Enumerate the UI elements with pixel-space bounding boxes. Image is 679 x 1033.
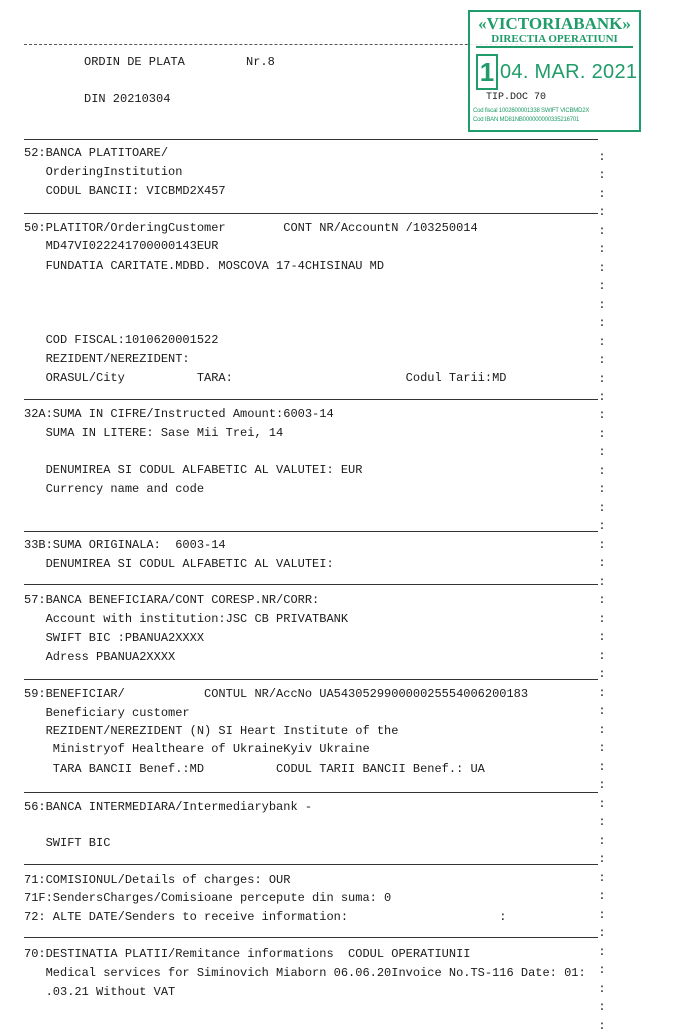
field-50-title: 50:PLATITOR/OrderingCustomer CONT NR/AccountN /103250014 bbox=[24, 221, 478, 235]
bank-stamp bbox=[468, 10, 641, 132]
field-33b-original-amount: 33B:SUMA ORIGINALA: 6003-14 bbox=[24, 538, 226, 552]
field-59-beneficiary-address: Ministryof Healtheare of UkraineKyiv Ukraine bbox=[24, 742, 370, 756]
field-33b-currency: DENUMIREA SI CODUL ALFABETIC AL VALUTEI: bbox=[24, 557, 334, 571]
field-52-label: OrderingInstitution bbox=[24, 165, 183, 179]
stamp-department: DIRECTIA OPERATIUNI bbox=[491, 33, 618, 45]
field-32a-amount-words: SUMA IN LITERE: Sase Mii Trei, 14 bbox=[24, 426, 284, 440]
stamp-bank-name: «VICTORIABANK» bbox=[478, 14, 631, 33]
order-number: Nr.8 bbox=[246, 55, 275, 69]
field-50-name-address: FUNDATIA CARITATE.MDBD. MOSCOVA 17-4CHISINAU MD bbox=[24, 259, 385, 273]
field-70-remittance: Medical services for Siminovich Miaborn 06.06.20Invoice No.TS-116 Date: 01: bbox=[24, 966, 586, 980]
field-70-remittance-cont: .03.21 Without VAT bbox=[24, 985, 176, 999]
section-rule bbox=[24, 399, 598, 400]
section-rule bbox=[24, 792, 598, 793]
section-rule bbox=[24, 584, 598, 585]
field-57-address: Adress PBANUA2XXXX bbox=[24, 650, 176, 664]
field-52-bank-code: CODUL BANCII: VICBMD2X457 bbox=[24, 184, 226, 198]
section-rule bbox=[24, 937, 598, 938]
field-59-label: Beneficiary customer bbox=[24, 706, 190, 720]
field-71f-sender-charges: 71F:SendersCharges/Comisioane percepute din suma: 0 bbox=[24, 891, 392, 905]
section-rule bbox=[24, 531, 598, 532]
field-32a-currency-label: Currency name and code bbox=[24, 482, 205, 496]
section-rule bbox=[24, 864, 598, 865]
field-71-charges: 71:COMISIONUL/Details of charges: OUR bbox=[24, 873, 291, 887]
field-32a-currency: DENUMIREA SI CODUL ALFABETIC AL VALUTEI: EUR bbox=[24, 463, 363, 477]
field-72-other-info: 72: ALTE DATE/Senders to receive information: : bbox=[24, 910, 507, 924]
stamp-number: 1 bbox=[476, 54, 498, 90]
order-date: DIN 20210304 bbox=[84, 92, 171, 106]
section-rule bbox=[24, 679, 598, 680]
section-rule bbox=[24, 139, 598, 140]
field-56-swift: SWIFT BIC bbox=[24, 836, 111, 850]
field-50-fiscal-code: COD FISCAL:1010620001522 bbox=[24, 333, 219, 347]
field-57-institution: Account with institution:JSC CB PRIVATBANK bbox=[24, 612, 349, 626]
stamp-tip-doc: TIP.DOC 70 bbox=[486, 92, 547, 103]
stamp-divider bbox=[476, 46, 633, 48]
field-50-account: MD47VI022241700000143EUR bbox=[24, 239, 219, 253]
field-50-resident: REZIDENT/NEREZIDENT: bbox=[24, 352, 190, 366]
stamp-fiscal-line: Cod fiscal 1002600001338 SWIFT VICBMD2X bbox=[473, 108, 590, 114]
order-title: ORDIN DE PLATA bbox=[84, 55, 185, 69]
field-59-beneficiary-name: REZIDENT/NEREZIDENT (N) SI Heart Institute of the bbox=[24, 724, 399, 738]
field-32a-amount: 32A:SUMA IN CIFRE/Instructed Amount:6003-14 bbox=[24, 407, 334, 421]
field-59-country-codes: TARA BANCII Benef.:MD CODUL TARII BANCII Benef.: UA bbox=[24, 762, 485, 776]
field-70-title: 70:DESTINATIA PLATII/Remitance informations CODUL OPERATIUNII bbox=[24, 947, 471, 961]
field-50-city-country: ORASUL/City TARA: Codul Tarii:MD bbox=[24, 371, 507, 385]
stamp-date: 04. MAR. 2021 bbox=[500, 61, 638, 83]
field-59-title: 59:BENEFICIAR/ CONTUL NR/AccNo UA543052990000025554006200183 bbox=[24, 687, 529, 701]
field-52-title: 52:BANCA PLATITOARE/ bbox=[24, 146, 169, 160]
field-57-swift: SWIFT BIC :PBANUA2XXXX bbox=[24, 631, 205, 645]
section-rule bbox=[24, 213, 598, 214]
stamp-iban-line: Cod IBAN MD81NB000000000335216701 bbox=[473, 117, 580, 123]
field-57-title: 57:BANCA BENEFICIARA/CONT CORESP.NR/CORR: bbox=[24, 593, 320, 607]
field-56-title: 56:BANCA INTERMEDIARA/Intermediarybank - bbox=[24, 800, 313, 814]
